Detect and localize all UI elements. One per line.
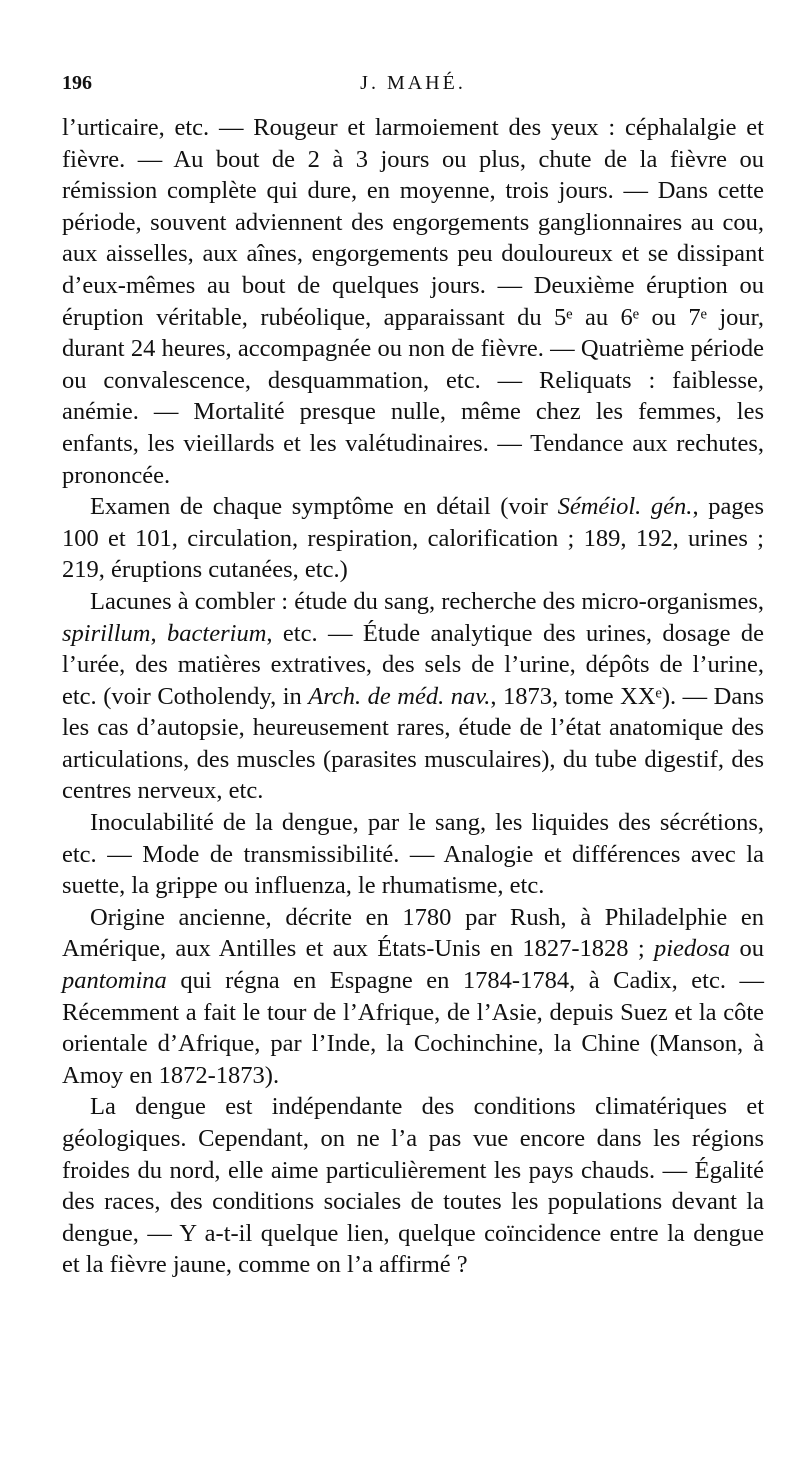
running-head: J. MAHÉ.	[360, 72, 466, 94]
text-run: , pages 100 et 101, circulation, respiration, calorification ; 189, 192, urines ; 219, éruptions cutanées, etc.)	[62, 493, 764, 584]
page-number: 196	[62, 72, 92, 94]
text-run: Origine ancienne, décrite en 1780 par Rush, à Philadelphie en Amérique, aux Antilles et aux États-Unis en 1827-1828 ;	[62, 903, 764, 963]
italic-text-run: pantomina	[62, 967, 167, 995]
italic-text-run: piedosa	[653, 935, 731, 963]
text-run: ou	[730, 935, 764, 963]
page-header	[62, 72, 764, 102]
paragraph-symptoms-continued	[62, 112, 764, 491]
text-run: , 1873, tome XXᵉ). — Dans les cas d’autopsie, heureusement rares, étude de l’état anatomique des articulations, des muscles (parasites musculaires), du tube digestif, des centres nerveux, etc.	[62, 682, 764, 805]
text-run: qui régna en Espagne en 1784-1784, à Cadix, etc. — Récemment a fait le tour de l’Afrique, de l’Asie, depuis Suez et la côte orientale d’Afrique, par l’Inde, la Cochinchine, la Chine (Manson, à Amoy en 1872-1873).	[62, 967, 764, 1089]
paragraph-symptom-examination	[62, 491, 764, 586]
text-run: l’urticaire, etc. — Rougeur et larmoiement des yeux : céphalalgie et fièvre. — Au bout de 2 à 3 jours ou plus, chute de la fièvre ou rémission complète qui dure, en moyenne, trois jours. — Dans cette période, souvent adviennent des engorgements ganglionnaires au cou, aux aisselles, aux aînes, engorgements peu douloureux et se dissipant d’eux-mêmes au bout de quelques jours. — Deuxième éruption ou éruption véritable, rubéolique, apparaissant du 5ᵉ au 6ᵉ ou 7ᵉ jour, durant 24 heures, accompagnée ou non de fièvre. — Quatrième période ou convalescence, desquammation, etc. — Reliquats : faiblesse, anémie. — Mortalité presque nulle, même chez les femmes, les enfants, les vieillards et les valétudinaires. — Tendance aux rechutes, prononcée.	[62, 114, 764, 489]
italic-text-run: bacterium	[167, 619, 267, 647]
italic-text-run: spirillum	[62, 619, 151, 647]
paragraph-gaps-to-fill	[62, 586, 764, 807]
text-run: , etc. — Étude analytique des urines, dosage de l’urée, des matières extratives, des sels de l’urine, dépôts de l’urine, etc. (voir Cotholendy, in	[62, 619, 765, 710]
text-run: Inoculabilité de la dengue, par le sang, les liquides des sécrétions, etc. — Mode de transmissibilité. — Analogie et différences avec la suette, la grippe ou influenza, le rhumatisme, etc.	[62, 809, 764, 900]
text-run: La dengue est indépendante des conditions climatériques et géologiques. Cependant, on ne l’a pas vue encore dans les régions froides du nord, elle aime particulièrement les pays chauds. — Égalité des races, des conditions sociales de toutes les populations devant la dengue, — Y a-t-il quelque lien, quelque coïncidence entre la dengue et la fièvre jaune, comme on l’a affirmé ?	[62, 1093, 764, 1279]
text-run: Lacunes à combler : étude du sang, recherche des micro-organismes,	[90, 587, 764, 615]
text-run: ,	[150, 619, 168, 647]
italic-text-run: Séméiol. gén.	[557, 493, 693, 521]
paragraph-origin	[62, 902, 764, 1092]
paragraph-climate-conditions	[62, 1091, 764, 1281]
text-run: Examen de chaque symptôme en détail (voir	[90, 493, 558, 521]
italic-text-run: Arch. de méd. nav.	[308, 682, 491, 710]
body-text	[62, 112, 764, 1281]
paragraph-inoculability	[62, 807, 764, 902]
